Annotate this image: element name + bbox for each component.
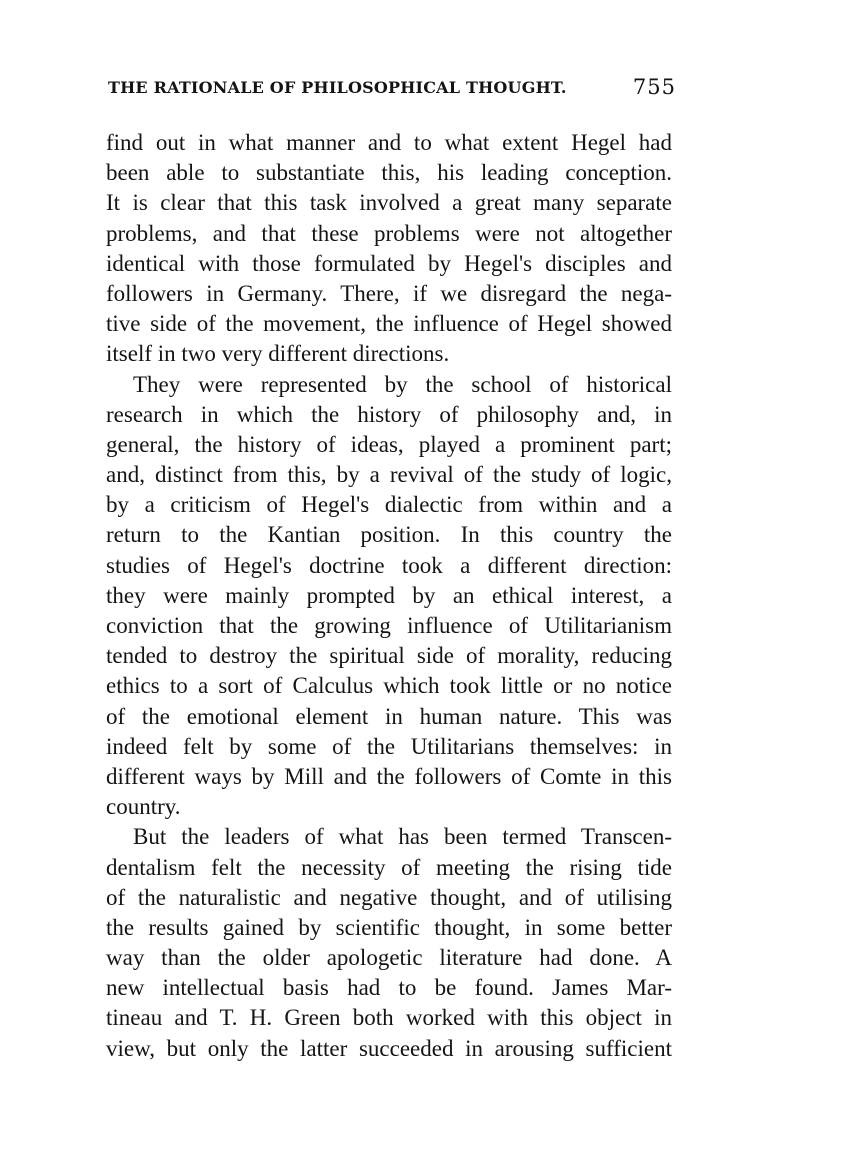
body-text — [106, 128, 672, 1064]
text-line: But the leaders of what has been termed Transcen- — [133, 824, 672, 850]
text-line: they were mainly prompted by an ethical interest, a — [106, 582, 672, 608]
text-line: new intellectual basis had to be found. James Mar- — [106, 975, 672, 1001]
text-line: of the naturalistic and negative thought, and of utilising — [106, 884, 672, 910]
text-line: itself in two very different directions. — [106, 341, 450, 367]
text-line: followers in Germany. There, if we disregard the nega- — [106, 280, 672, 306]
text-line: tive side of the movement, the influence of Hegel showed — [106, 311, 672, 337]
text-line: general, the history of ideas, played a prominent part; — [106, 431, 672, 457]
page-number: 755 — [632, 75, 676, 99]
text-line: conviction that the growing influence of Utilitarianism — [106, 613, 672, 638]
text-line: by a criticism of Hegel's dialectic from within and a — [106, 492, 672, 518]
text-line: different ways by Mill and the followers of Comte in this — [106, 763, 672, 789]
text-line: problems, and that these problems were not altogether — [106, 220, 672, 246]
text-line: way than the older apologetic literature had done. A — [106, 945, 672, 971]
text-line: find out in what manner and to what extent Hegel had — [106, 130, 672, 155]
text-line: research in which the history of philosophy and, in — [106, 401, 672, 427]
paragraph-2 — [106, 370, 672, 823]
text-line: of the emotional element in human nature. This was — [106, 703, 672, 729]
text-line: and, distinct from this, by a revival of the study of logic, — [106, 462, 672, 488]
text-line: indeed felt by some of the Utilitarians themselves: in — [106, 733, 672, 759]
text-line: identical with those formulated by Hegel's disciples and — [106, 250, 672, 276]
paragraph-3 — [106, 822, 672, 1064]
text-line: country. — [106, 794, 181, 820]
text-line: dentalism felt the necessity of meeting the rising tide — [106, 854, 672, 880]
text-line: view, but only the latter succeeded in arousing sufficient — [106, 1035, 672, 1061]
text-line: They were represented by the school of historical — [133, 371, 672, 397]
text-line: return to the Kantian position. In this country the — [106, 522, 672, 548]
running-head — [108, 76, 676, 102]
text-line: It is clear that this task involved a great many separate — [106, 190, 672, 216]
text-line: tended to destroy the spiritual side of morality, reducing — [106, 643, 672, 669]
text-line: been able to substantiate this, his leading conception. — [106, 160, 672, 186]
text-line: ethics to a sort of Calculus which took little or no notice — [106, 673, 672, 699]
text-line: studies of Hegel's doctrine took a different direction: — [106, 552, 672, 578]
text-line: the results gained by scientific thought, in some better — [106, 914, 672, 940]
running-title: THE RATIONALE OF PHILOSOPHICAL THOUGHT. — [108, 78, 567, 97]
paragraph-1 — [106, 128, 672, 370]
text-line: tineau and T. H. Green both worked with this object in — [106, 1005, 672, 1031]
